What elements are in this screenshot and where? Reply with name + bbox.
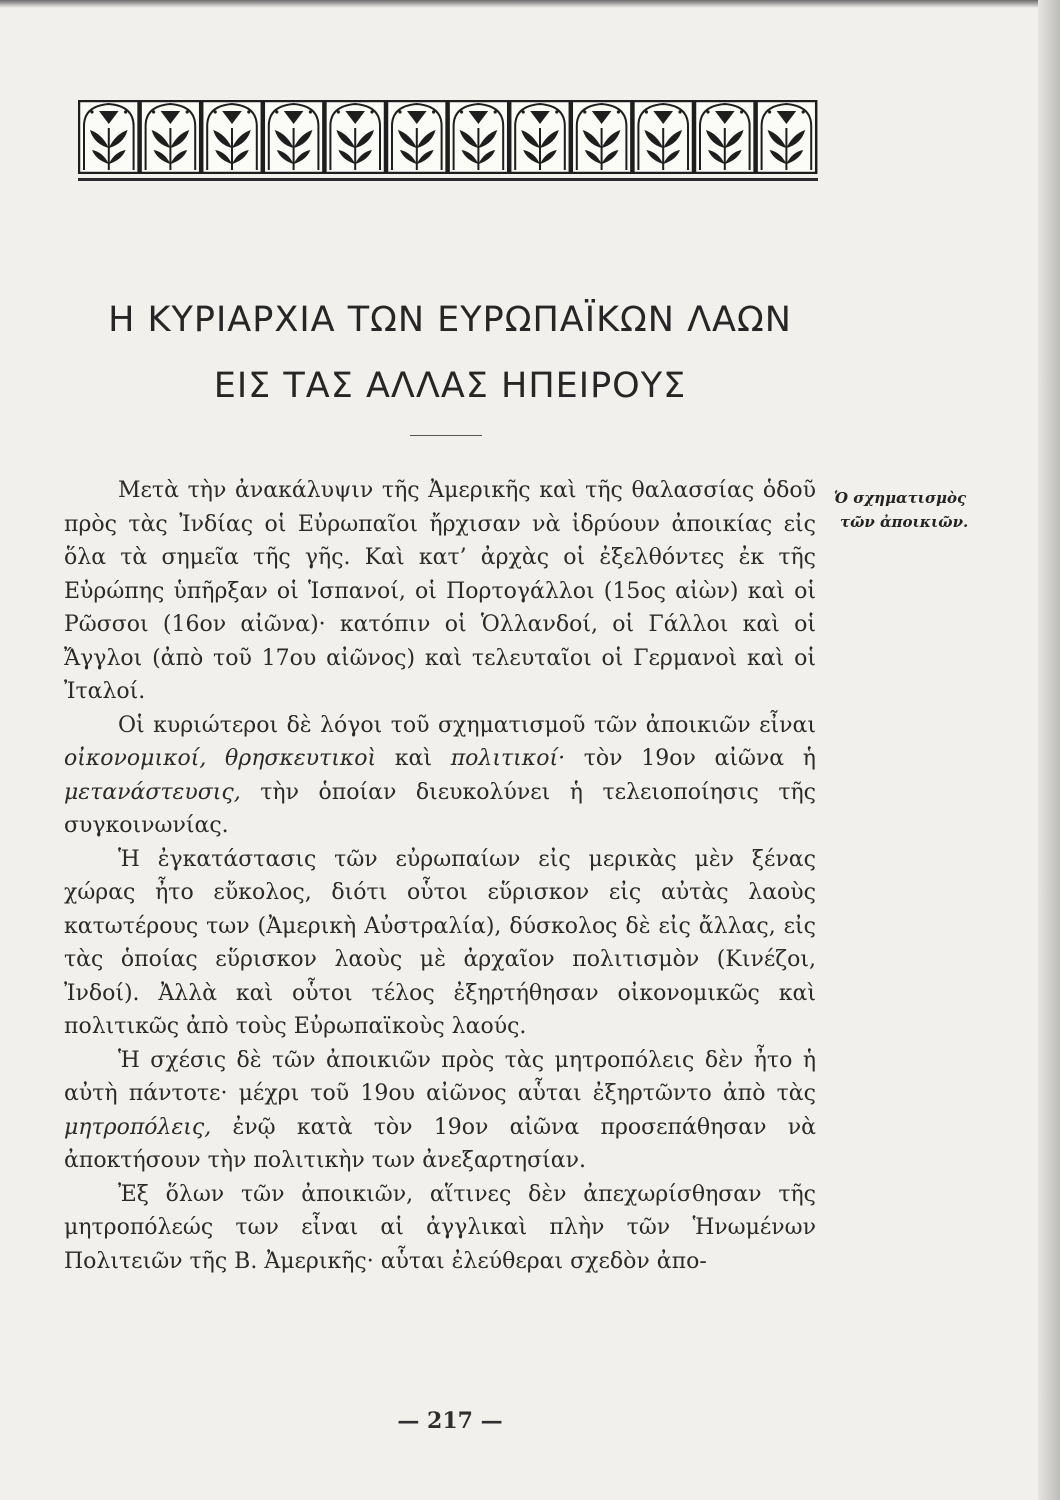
paragraph-2-text: Οἱ κυριώτεροι δὲ λόγοι τοῦ σχηματισμοῦ τῶν ἀποικιῶν εἶναι [118,712,816,738]
paragraph-2-emphasis: μετανάστευσις, [64,779,241,805]
title-divider [410,435,482,436]
chapter-title-line2: ΕΙΣ ΤΑΣ ΑΛΛΑΣ ΗΠΕΙΡΟΥΣ [213,366,687,406]
paragraph-2-text: τὴν ὁποίαν διευκολύνει ἡ τελειοποίησις τῆς συγκοινωνίας. [64,779,816,838]
paragraph-2 [64,709,816,843]
paragraph-2-text: τὸν 19ον αἰῶνα ἡ [583,746,816,771]
margin-note-line2: τῶν ἀποικιῶν. [840,513,969,531]
paragraph-2-emphasis: οἰκονομικοί, θρησκευτικοὶ [64,746,377,771]
paragraph-4 [64,1044,816,1178]
paragraph-2-text: καὶ [394,746,433,771]
decorative-frieze [78,100,818,174]
page-number: — 217 — [397,1408,503,1434]
paragraph-2-emphasis: πολιτικοί· [450,746,566,771]
page-edge-shadow [1038,0,1060,1500]
page-top-shadow [0,0,1060,8]
paragraph-1: Μετὰ τὴν ἀνακάλυψιν τῆς Ἀμερικῆς καὶ τῆς θαλασσίας ὁδοῦ πρὸς τὰς Ἰνδίας οἱ Εὐρωπαῖοι ἤρχισαν νὰ ἱδρύουν ἀποικίας εἰς ὅλα τὰ σημεῖα τῆς γῆς. Καὶ κατ’ ἀρχὰς οἱ ἐξελθόντες ἐκ τῆς Εὐρώπης ὑπῆρξαν οἱ Ἱσπανοί, οἱ Πορτογάλλοι (15ος αἰὼν) καὶ οἱ Ρῶσσοι (16ον αἰῶνα)· κατόπιν οἱ Ὁλλανδοί, οἱ Γάλλοι καὶ οἱ Ἄγγλοι (ἀπὸ τοῦ 17ου αἰῶνος) καὶ τελευταῖοι οἱ Γερμανοὶ καὶ οἱ Ἰταλοί. [64,478,816,704]
chapter-title-line1: Η ΚΥΡΙΑΡΧΙΑ ΤΩΝ ΕΥΡΩΠΑΪΚΩΝ ΛΑΩΝ [108,300,792,340]
paragraph-4-emphasis: μητροπόλεις, [64,1114,212,1140]
paragraph-4-text: Ἡ σχέσις δὲ τῶν ἀποικιῶν πρὸς τὰς μητροπόλεις δὲν ἦτο ἡ αὐτὴ πάντοτε· μέχρι τοῦ 19ου αἰῶνος αὗται ἐξηρτῶντο ἀπὸ τὰς [64,1047,816,1106]
paragraph-4-text: ἐνῷ κατὰ τὸν 19ον αἰῶνα προσεπάθησαν νὰ ἀποκτήσουν τὴν πολιτικὴν των ἀνεξαρτησίαν. [64,1114,816,1173]
margin-note [834,486,1044,534]
frieze-rule [78,178,818,181]
margin-note-line1: Ὁ σχηματισμὸς [834,489,967,507]
paragraph-3: Ἡ ἐγκατάστασις τῶν εὐρωπαίων εἰς μερικὰς μὲν ξένας χώρας ἦτο εὔκολος, διότι οὗτοι εὕρισκον εἰς αὐτὰς λαοὺς κατωτέρους των (Ἀμερικὴ Αὐστραλία), δύσκολος δὲ εἰς ἄλλας, εἰς τὰς ὁποίας εὕρισκον λαοὺς μὲ ἀρχαῖον πολιτισμὸν (Κινέζοι, Ἰνδοί). Ἀλλὰ καὶ οὗτοι τέλος ἐξηρτήθησαν οἰκονομικῶς καὶ πολιτικῶς ἀπὸ τοὺς Εὐρωπαϊκοὺς λαούς. [64,846,816,1039]
paragraph-5: Ἐξ ὅλων τῶν ἀποικιῶν, αἵτινες δὲν ἀπεχωρίσθησαν τῆς μητροπόλεώς των εἶναι αἱ ἀγγλικαὶ πλὴν τῶν Ἡνωμένων Πολιτειῶν τῆς Β. Ἀμερικῆς· αὗται ἐλεύθεραι σχεδὸν ἀπο- [64,1181,816,1274]
body-text [64,474,816,1278]
